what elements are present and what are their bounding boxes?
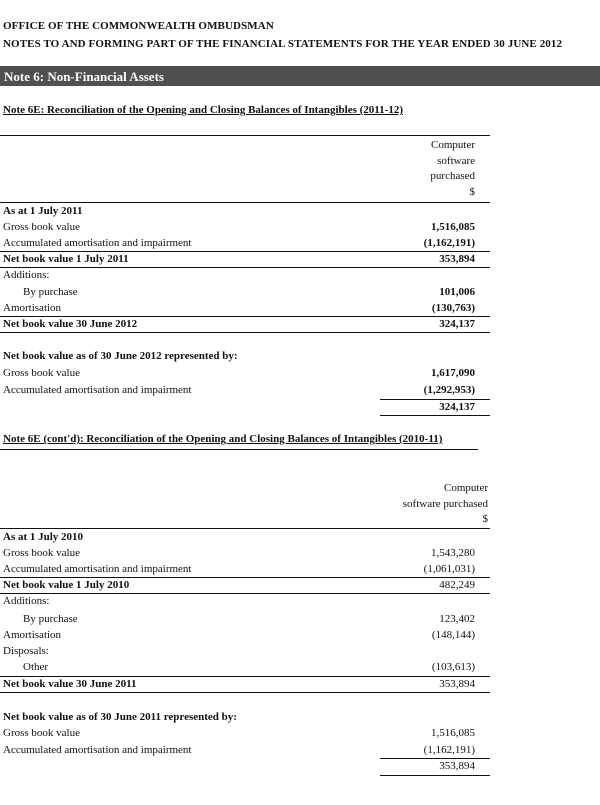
column-header-line: $ (482, 513, 488, 525)
row-label: As at 1 July 2011 (3, 205, 83, 217)
row-label: Gross book value (3, 547, 80, 559)
row-rule (0, 251, 490, 252)
row-label: Net book value 30 June 2012 (3, 318, 138, 330)
row-label: By purchase (23, 613, 78, 625)
row-value: 353,894 (439, 678, 475, 690)
total-value: 324,137 (439, 401, 475, 413)
row-value: (1,162,191) (423, 744, 475, 756)
organization-name: OFFICE OF THE COMMONWEALTH OMBUDSMAN (3, 20, 274, 32)
row-label: Additions: (3, 595, 50, 607)
row-label: Gross book value (3, 221, 80, 233)
row-label: Additions: (3, 269, 50, 281)
row-label: Accumulated amortisation and impairment (3, 384, 192, 396)
column-header (430, 138, 475, 200)
row-label: Gross book value (3, 727, 80, 739)
represented-title: Net book value as of 30 June 2011 represented by: (3, 711, 237, 723)
represented-title: Net book value as of 30 June 2012 represented by: (3, 350, 238, 362)
row-value: 123,402 (439, 613, 475, 625)
column-header-line: Computer (444, 482, 488, 494)
row-rule (0, 676, 490, 677)
row-label: Amortisation (3, 629, 62, 641)
row-label: As at 1 July 2010 (3, 531, 84, 543)
column-header-line: $ (469, 185, 475, 198)
row-label: Net book value 30 June 2011 (3, 678, 137, 690)
table-top-rule (0, 135, 490, 136)
section-title-2011-12: Note 6E: Reconciliation of the Opening and Closing Balances of Intangibles (2011-12) (3, 104, 403, 116)
row-label: Accumulated amortisation and impairment (3, 744, 192, 756)
notes-title: NOTES TO AND FORMING PART OF THE FINANCIAL STATEMENTS FOR THE YEAR ENDED 30 JUNE 2012 (3, 38, 563, 50)
row-value: 324,137 (439, 318, 475, 330)
row-label: Disposals: (3, 645, 49, 657)
section-title-2010-11: Note 6E (cont'd): Reconciliation of the Opening and Closing Balances of Intangibles (2010-11) (3, 433, 443, 445)
column-header-line: software purchased (402, 497, 488, 510)
row-label: Net book value 1 July 2010 (3, 579, 130, 591)
row-rule (0, 332, 490, 333)
row-label: Accumulated amortisation and impairment (3, 563, 192, 575)
note-title: Note 6: Non-Financial Assets (4, 69, 164, 84)
row-rule (0, 692, 490, 693)
row-value: 353,894 (439, 253, 475, 265)
title-rule (0, 449, 478, 450)
total-double-rule (380, 775, 490, 776)
row-label: By purchase (23, 286, 78, 298)
row-value: (1,162,191) (423, 237, 475, 249)
row-value: 1,516,085 (431, 221, 475, 233)
header-rule (0, 528, 490, 529)
row-value: (1,061,031) (423, 563, 475, 575)
column-header-line: purchased (430, 170, 475, 183)
row-label: Accumulated amortisation and impairment (3, 237, 192, 249)
total-rule (380, 758, 490, 759)
column-header-line: Computer (431, 139, 475, 151)
row-value: 1,516,085 (431, 727, 475, 739)
row-rule (0, 593, 490, 594)
row-rule (0, 577, 490, 578)
row-label: Gross book value (3, 367, 80, 379)
total-rule (380, 399, 490, 400)
row-value: 1,617,090 (431, 367, 475, 379)
total-double-rule (380, 415, 490, 416)
row-rule (0, 316, 490, 317)
column-header-line: software (437, 154, 475, 167)
row-value: (130,763) (431, 302, 475, 314)
row-label: Other (23, 661, 49, 673)
row-value: (1,292,953) (423, 384, 475, 396)
row-value: (148,144) (431, 629, 475, 641)
row-value: (103,613) (431, 661, 475, 673)
row-value: 482,249 (439, 579, 475, 591)
row-rule (0, 267, 490, 268)
row-label: Amortisation (3, 302, 62, 314)
row-label: Net book value 1 July 2011 (3, 253, 129, 265)
row-value: 1,543,280 (431, 547, 475, 559)
total-value: 353,894 (439, 760, 475, 772)
column-header (378, 481, 498, 528)
header-rule (0, 202, 490, 203)
row-value: 101,006 (439, 286, 475, 298)
